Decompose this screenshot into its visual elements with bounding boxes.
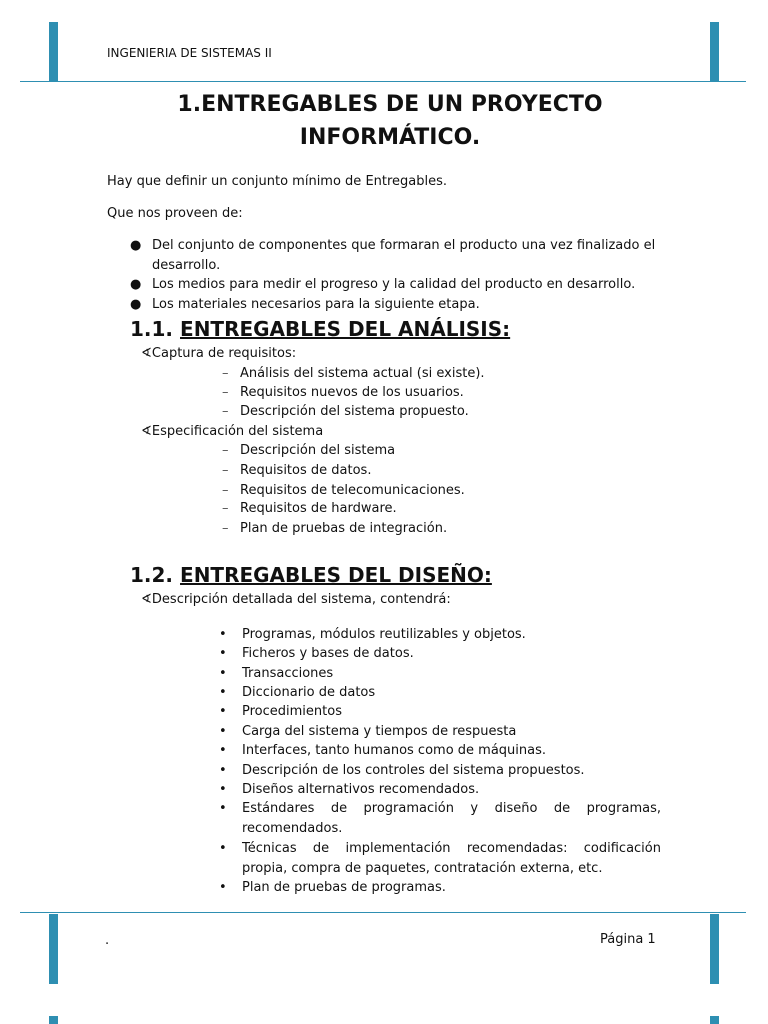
dash-icon: – <box>222 521 229 536</box>
dash-icon: – <box>222 443 229 458</box>
list-item: – Requisitos de telecomunicaciones. <box>222 483 465 498</box>
title-line-2: INFORMÁTICO. <box>299 125 481 150</box>
list-item: • Interfaces, tanto humanos como de máquinas. <box>219 741 661 761</box>
list-item: • Programas, módulos reutilizables y objetos. <box>219 625 661 645</box>
arrowhead-icon: ∢ <box>141 424 152 439</box>
right-top-bar <box>710 22 719 81</box>
subsection-spec: ∢Especificación del sistema <box>141 424 324 439</box>
arrowhead-icon: ∢ <box>141 592 152 607</box>
section-heading-diseno: 1.2. ENTREGABLES DEL DISEÑO: <box>130 563 492 587</box>
list-item: • Procedimientos <box>219 702 661 722</box>
list-item: ● Del conjunto de componentes que formaran el producto una vez finalizado el desarrollo. <box>130 238 656 273</box>
footer-mark: . <box>105 933 110 948</box>
arrowhead-icon: ∢ <box>141 346 152 361</box>
list-item: • Ficheros y bases de datos. <box>219 644 661 664</box>
list-item: • Diccionario de datos <box>219 683 661 703</box>
header-rule <box>20 81 746 82</box>
list-item: • Plan de pruebas de programas. <box>219 878 661 898</box>
bullet-icon: • <box>219 724 227 739</box>
bullet-icon: • <box>219 782 227 797</box>
bullet-icon: • <box>219 880 227 895</box>
right-edge-bar <box>710 1016 719 1024</box>
right-bottom-bar <box>710 914 719 984</box>
bullet-icon: ● <box>130 277 142 292</box>
list-item: – Requisitos de datos. <box>222 463 372 478</box>
subsection-capture: ∢Captura de requisitos: <box>141 346 297 361</box>
bullet-icon: • <box>219 646 227 661</box>
list-item: – Requisitos nuevos de los usuarios. <box>222 385 464 400</box>
list-item: – Requisitos de hardware. <box>222 501 397 516</box>
list-item: • Transacciones <box>219 664 661 684</box>
dash-icon: – <box>222 501 229 516</box>
bullet-icon: • <box>219 743 227 758</box>
section-heading-analisis: 1.1. ENTREGABLES DEL ANÁLISIS: <box>130 317 511 341</box>
left-edge-bar <box>49 1016 58 1024</box>
bullet-icon: • <box>219 666 227 681</box>
list-item: – Plan de pruebas de integración. <box>222 521 448 536</box>
left-top-bar <box>49 22 58 81</box>
running-header: INGENIERIA DE SISTEMAS II <box>107 46 272 60</box>
dash-icon: – <box>222 483 229 498</box>
document-title <box>150 88 630 154</box>
intro-lead: Que nos proveen de: <box>107 206 243 221</box>
dash-icon: – <box>222 463 229 478</box>
list-item: – Descripción del sistema propuesto. <box>222 404 469 419</box>
intro-paragraph: Hay que definir un conjunto mínimo de Entregables. <box>107 174 448 189</box>
bullet-icon: ● <box>130 238 142 253</box>
dash-icon: – <box>222 385 229 400</box>
bullet-icon: • <box>219 704 227 719</box>
dash-icon: – <box>222 404 229 419</box>
left-bottom-bar <box>49 914 58 984</box>
subsection-description: ∢Descripción detallada del sistema, contendrá: <box>141 592 451 607</box>
list-item: – Descripción del sistema <box>222 443 396 458</box>
list-item: • Estándares de programación y diseño de programas, recomendados. <box>219 801 661 836</box>
footer-rule <box>20 912 746 913</box>
dash-icon: – <box>222 366 229 381</box>
list-item: – Análisis del sistema actual (si existe). <box>222 366 485 381</box>
bullet-icon: • <box>219 801 227 816</box>
list-item: • Técnicas de implementación recomendadas: codificación propia, compra de paquetes, contratación externa, etc. <box>219 841 661 876</box>
list-item: • Descripción de los controles del sistema propuestos. <box>219 761 661 781</box>
bullet-icon: • <box>219 763 227 778</box>
bullet-icon: • <box>219 841 227 856</box>
list-item: ● Los materiales necesarios para la siguiente etapa. <box>130 295 670 315</box>
list-item: • Carga del sistema y tiempos de respuesta <box>219 722 661 742</box>
page-number: Página 1 <box>600 932 656 947</box>
bullet-icon: • <box>219 685 227 700</box>
list-item: ● Los medios para medir el progreso y la calidad del producto en desarrollo. <box>130 275 670 295</box>
list-item: • Diseños alternativos recomendados. <box>219 780 661 800</box>
title-line-1: 1.ENTREGABLES DE UN PROYECTO <box>177 92 603 117</box>
bullet-icon: ● <box>130 297 142 312</box>
bullet-icon: • <box>219 627 227 642</box>
